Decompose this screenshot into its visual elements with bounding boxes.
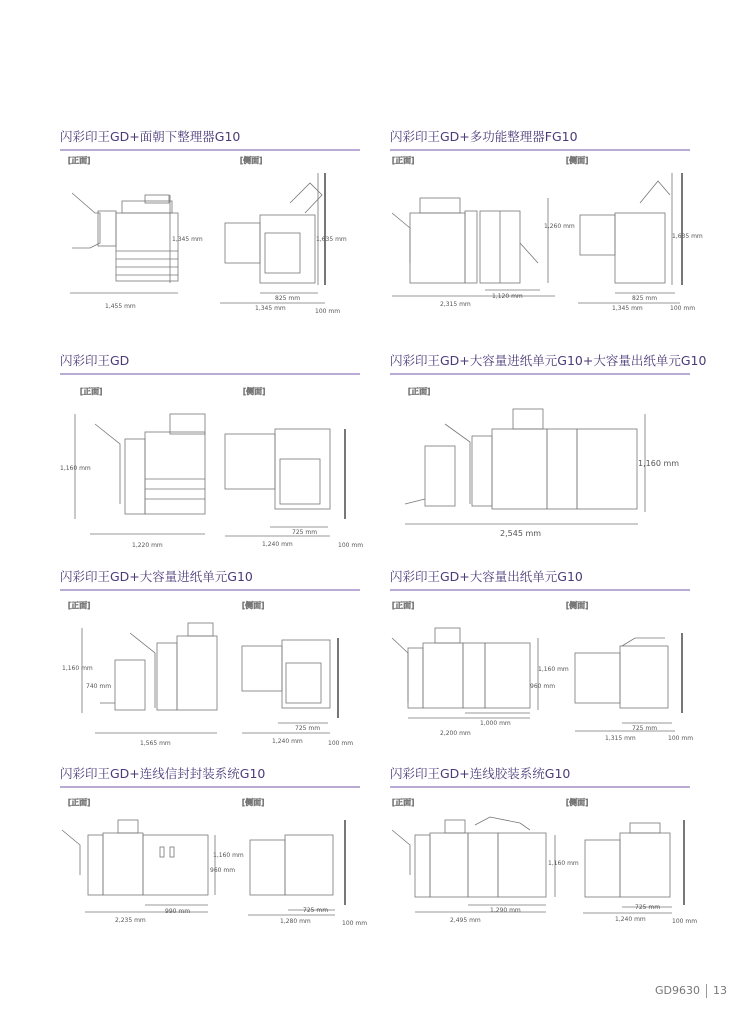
side-view-label: [侧面] [566,156,589,165]
front-height-dim: 1,260 mm [544,223,575,230]
side-view-printer-drawing [225,429,345,519]
section-divider [60,589,360,591]
section-title: 闪彩印王GD+大容量进纸单元G10 [60,569,253,584]
front-view-label: [正面] [408,387,431,396]
side-view-label: [侧面] [566,601,589,610]
side-clearance-dim: 100 mm [328,740,354,747]
front-view-label: [正面] [68,601,91,610]
side-depth-dim: 825 mm [275,295,301,302]
front-height-dim: 1,345 mm [172,236,203,243]
front-view-label: [正面] [80,387,103,396]
side-width-dim: 1,240 mm [615,916,646,923]
section-divider [390,373,690,375]
section-diagram [60,153,360,318]
section-title: 闪彩印王GD [60,353,130,368]
front-sub-height-dim: 740 mm [86,683,112,690]
side-height-dim: 1,635 mm [672,233,703,240]
side-width-dim: 1,315 mm [605,735,636,742]
front-view-printer-drawing [405,409,637,509]
side-view-label: [侧面] [242,798,265,807]
front-view-printer-drawing [95,414,205,514]
section-hc-feeder [60,568,360,747]
front-view-printer-drawing [100,623,217,710]
side-view-printer-drawing [242,638,338,718]
side-depth-dim: 725 mm [295,725,321,732]
section-diagram [390,153,703,318]
side-width-dim: 1,240 mm [262,541,293,548]
front-width-dim: 1,455 mm [105,303,136,310]
section-hc-stacker [390,568,694,742]
side-depth-dim: 725 mm [292,529,318,536]
section-printer-only [60,352,364,549]
side-view-label: [侧面] [566,798,589,807]
side-view-label: [侧面] [243,387,266,396]
front-width-dim: 2,315 mm [440,301,471,308]
section-divider [390,589,690,591]
section-title: 闪彩印王GD+连线信封封装系统G10 [60,766,266,781]
front-width-dim: 1,565 mm [140,740,171,747]
front-sub-width-dim: 1,120 mm [492,293,523,300]
side-width-dim: 1,345 mm [255,305,286,312]
front-view-label: [正面] [392,798,415,807]
side-view-printer-drawing [585,820,684,905]
side-clearance-dim: 100 mm [315,308,341,315]
front-view-printer-drawing [62,820,208,895]
front-width-dim: 2,235 mm [115,917,146,924]
side-clearance-dim: 100 mm [342,920,368,927]
section-title: 闪彩印王GD+大容量出纸单元G10 [390,569,583,584]
section-diagram [60,384,364,564]
front-height-dim: 1,160 mm [638,459,680,468]
front-width-dim: 2,545 mm [500,529,542,538]
model-name: GD9630 [655,984,700,997]
side-height-dim: 1,635 mm [316,236,347,243]
side-view-label: [侧面] [242,601,265,610]
front-view-printer-drawing [392,817,546,897]
front-view-label: [正面] [392,156,415,165]
front-view-printer-drawing [392,198,538,283]
side-depth-dim: 725 mm [303,907,329,914]
section-multifunction-finisher [390,128,703,312]
section-binding-system [390,765,698,925]
front-view-label: [正面] [392,601,415,610]
section-diagram [60,795,368,965]
side-width-dim: 1,240 mm [272,738,303,745]
section-title: 闪彩印王GD+连线胶装系统G10 [390,766,571,781]
side-view-label: [侧面] [240,156,263,165]
front-height-dim: 1,160 mm [548,860,579,867]
front-height-dim: 1,160 mm [538,666,569,673]
front-height-dim: 1,160 mm [62,665,93,672]
side-width-dim: 1,280 mm [280,918,311,925]
front-sub-height-dim: 960 mm [530,683,556,690]
front-height-dim: 1,160 mm [213,852,244,859]
front-width-dim: 2,495 mm [450,917,481,924]
side-depth-dim: 725 mm [632,725,658,732]
section-divider [390,149,690,151]
section-facedown-finisher [60,128,360,315]
side-clearance-dim: 100 mm [670,305,696,312]
side-depth-dim: 725 mm [635,904,661,911]
side-view-printer-drawing [580,173,682,285]
front-view-printer-drawing [392,628,530,708]
front-sub-width-dim: 1,000 mm [480,720,511,727]
section-title: 闪彩印王GD+大容量进纸单元G10+大容量出纸单元G10 [390,353,707,368]
front-view-printer-drawing [72,193,178,281]
section-title: 闪彩印王GD+多功能整理器FG10 [390,129,578,144]
side-view-printer-drawing [575,633,682,713]
front-sub-height-dim: 960 mm [210,867,236,874]
section-divider [60,786,360,788]
front-width-dim: 1,220 mm [132,542,163,549]
section-diagram [390,384,690,564]
footer-separator [706,984,707,998]
section-divider [390,786,690,788]
front-width-dim: 2,200 mm [440,730,471,737]
side-depth-dim: 825 mm [632,295,658,302]
side-clearance-dim: 100 mm [338,542,364,549]
section-diagram [390,795,698,965]
section-hc-feeder-stacker [390,352,707,538]
section-diagram [60,598,360,768]
front-sub-width-dim: 1,290 mm [490,907,521,914]
front-height-dim: 1,160 mm [60,465,91,472]
side-view-printer-drawing [225,173,325,285]
side-clearance-dim: 100 mm [672,918,698,925]
page-footer [655,984,727,998]
section-envelope-system [60,765,368,927]
page-number: 13 [713,984,727,997]
section-title: 闪彩印王GD+面朝下整理器G10 [60,129,241,144]
section-divider [60,149,360,151]
side-view-printer-drawing [250,820,345,905]
side-clearance-dim: 100 mm [668,735,694,742]
front-sub-width-dim: 990 mm [165,908,191,915]
section-divider [60,373,360,375]
front-view-label: [正面] [68,798,91,807]
side-width-dim: 1,345 mm [612,305,643,312]
section-diagram [390,598,694,768]
front-view-label: [正面] [68,156,91,165]
